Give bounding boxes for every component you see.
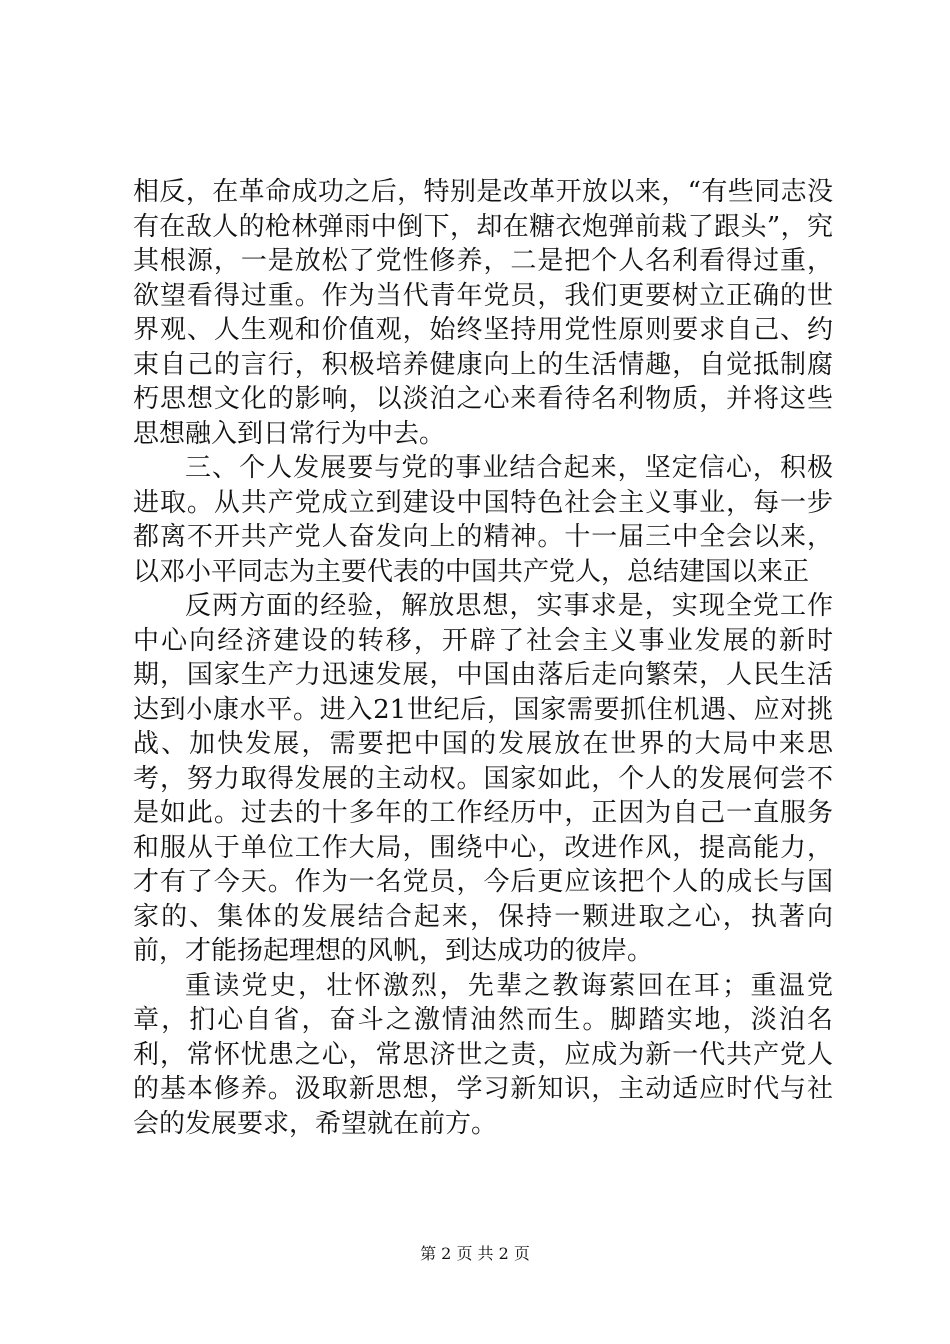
paragraph-2: 三、个人发展要与党的事业结合起来，坚定信心，积极进取。从共产党成立到建设中国特色社会主义事业，每一步都离不开共产党人奋发向上的精神。十一届三中全会以来，以邓小平同志为主要代表的中国共产党人，总结建国以来正 bbox=[133, 453, 833, 587]
paragraph-3: 反两方面的经验，解放思想，实事求是，实现全党工作中心向经济建设的转移，开辟了社会主义事业发展的新时期，国家生产力迅速发展，中国由落后走向繁荣，人民生活达到小康水平。进入21世纪后，国家需要抓住机遇、应对挑战、加快发展，需要把中国的发展放在世界的大局中来思考，努力取得发展的主动权。国家如此，个人的发展何尝不是如此。过去的十多年的工作经历中，正因为自己一直服务和服从于单位工作大局，围绕中心，改进作风，提高能力，才有了今天。作为一名党员，今后更应该把个人的成长与国家的、集体的发展结合起来，保持一颗进取之心，执著向前，才能扬起理想的风帆，到达成功的彼岸。 bbox=[133, 591, 833, 966]
page-number-label: 第 2 页 共 2 页 bbox=[420, 1244, 530, 1263]
document-body bbox=[133, 175, 833, 1141]
paragraph-4: 重读党史，壮怀激烈，先辈之教诲萦回在耳；重温党章，扪心自省，奋斗之激情油然而生。脚踏实地，淡泊名利，常怀忧患之心，常思济世之责，应成为新一代共产党人的基本修养。汲取新思想，学习新知识，主动适应时代与社会的发展要求，希望就在前方。 bbox=[133, 970, 833, 1139]
paragraph-1: 相反，在革命成功之后，特别是改革开放以来，“有些同志没有在敌人的枪林弹雨中倒下，却在糖衣炮弹前栽了跟头”，究其根源，一是放松了党性修养，二是把个人名利看得过重，欲望看得过重。作为当代青年党员，我们更要树立正确的世界观、人生观和价值观，始终坚持用党性原则要求自己、约束自己的言行，积极培养健康向上的生活情趣，自觉抵制腐朽思想文化的影响，以淡泊之心来看待名利物质，并将这些思想融入到日常行为中去。 bbox=[133, 177, 833, 449]
page-footer bbox=[0, 1244, 950, 1264]
